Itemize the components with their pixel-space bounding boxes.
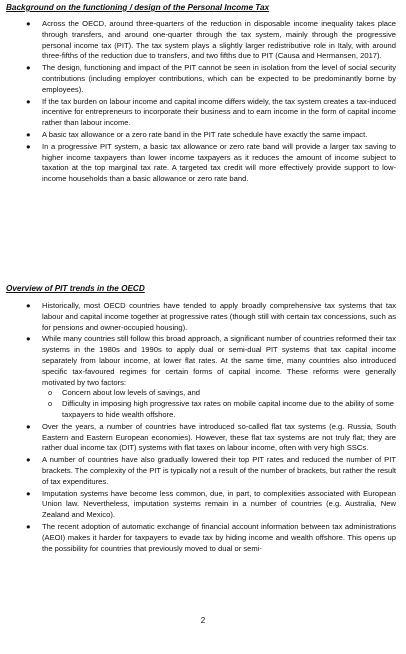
bullet-icon: ● <box>26 455 31 465</box>
list-item-text: While many countries still follow this broad approach, a significant number of countries reformed their tax systems in the 1980s and 1990s to apply dual or semi-dual PIT systems that tax capital income separately from labour income, at lower flat rates. At the same time, many countries also introduced specific tax-favoured regimes for certain forms of capital income. These reforms were generally motivated by two factors: <box>42 334 396 387</box>
list-item-text: The design, functioning and impact of the PIT cannot be seen in isolation from the level of social security contributions (including employer contributions, which can be expected to be predominantly borne by employees). <box>42 63 396 94</box>
list-item-text: In a progressive PIT system, a basic tax allowance or zero rate band will provide a larger tax saving to higher income taxpayers than lower income taxpayers as it reduces the amount of income subject to taxation at the top marginal tax rate. A targeted tax credit will more effectively provide support to low-income households than a basic allowance or zero rate band. <box>42 141 396 184</box>
bullet-list-background <box>0 19 406 185</box>
bullet-icon: ● <box>26 521 31 531</box>
list-item-text: Across the OECD, around three-quarters of the reduction in disposable income inequality takes place through transfers, and around one-quarter through the tax system, mainly through the progressive personal income tax (PIT). The tax system plays a slightly larger redistributive role in Italy, with around three-fifths of the reduction due to transfers, and two fifths due to PIT (Causa and Hermansen, 2017). <box>42 19 396 61</box>
circle-bullet-icon: o <box>48 399 53 409</box>
bullet-icon: ● <box>26 488 31 498</box>
list-item <box>0 130 406 141</box>
sub-bullet-list <box>42 388 396 420</box>
sub-list-item-text: Difficulty in imposing high progressive tax rates on mobile capital income due to the ability of some taxpayers to hide wealth offshore. <box>62 399 394 419</box>
bullet-icon: ● <box>26 421 31 431</box>
bullet-icon: ● <box>26 141 31 151</box>
list-item <box>0 97 406 129</box>
bullet-icon: ● <box>26 19 31 28</box>
list-item <box>0 63 406 95</box>
bullet-icon: ● <box>26 301 31 310</box>
list-item <box>0 301 406 333</box>
list-item <box>0 522 406 554</box>
list-item <box>0 19 406 62</box>
list-item-text: Historically, most OECD countries have tended to apply broadly comprehensive tax systems that tax labour and capital income together at progressive rates (though still with certain tax concessions, such as for pensions and owner-occupied housing). <box>42 301 396 332</box>
list-item-text: Over the years, a number of countries have introduced so-called flat tax systems (e.g. Russia, South Eastern and Eastern European economies). However, these flat tax systems are not truly flat; they are rather dual income tax (DIT) systems with flat taxes on labour income, often with very high SSCs. <box>42 421 396 453</box>
list-item <box>0 455 406 487</box>
bullet-icon: ● <box>26 334 31 344</box>
circle-bullet-icon: o <box>48 388 53 398</box>
bullet-icon: ● <box>26 96 31 106</box>
list-item <box>0 422 406 454</box>
section-heading-background: Background on the functioning / design of the Personal Income Tax <box>6 3 270 12</box>
list-item <box>0 142 406 185</box>
sub-list-item <box>42 388 396 399</box>
list-item-text: A number of countries have also gradually lowered their top PIT rates and reduced the number of PIT brackets. The complexity of the PIT is typically not a result of the number of brackets, but rather the result of tax expenditures. <box>42 455 396 486</box>
section-heading-overview: Overview of PIT trends in the OECD <box>6 284 145 293</box>
list-item-text: If the tax burden on labour income and capital income differs widely, the tax system creates a tax-induced incentive for entrepreneurs to incorporate their business and to earn income in the form of capital income rather than labour income. <box>42 96 396 128</box>
page-number: 2 <box>200 616 206 625</box>
list-item-text: Imputation systems have become less common, due, in part, to complexities associated with European Union law. Nevertheless, imputation systems remain in a number of countries (e.g. Australia, New Zealand and Mexico). <box>42 488 396 520</box>
sub-list-item-text: Concern about low levels of savings, and <box>62 388 201 398</box>
bullet-list-overview <box>0 301 406 554</box>
list-item-text: The recent adoption of automatic exchange of financial account information between tax administrations (AEOI) makes it harder for taxpayers to evade tax by hiding income and wealth offshore. This opens up the possibility for countries that previously moved to dual or semi- <box>42 521 396 553</box>
list-item-text: A basic tax allowance or a zero rate band in the PIT rate schedule have exactly the same impact. <box>42 129 368 139</box>
bullet-icon: ● <box>26 129 31 139</box>
sub-list-item <box>42 399 396 421</box>
bullet-icon: ● <box>26 63 31 73</box>
list-item <box>0 489 406 521</box>
list-item <box>0 334 406 420</box>
